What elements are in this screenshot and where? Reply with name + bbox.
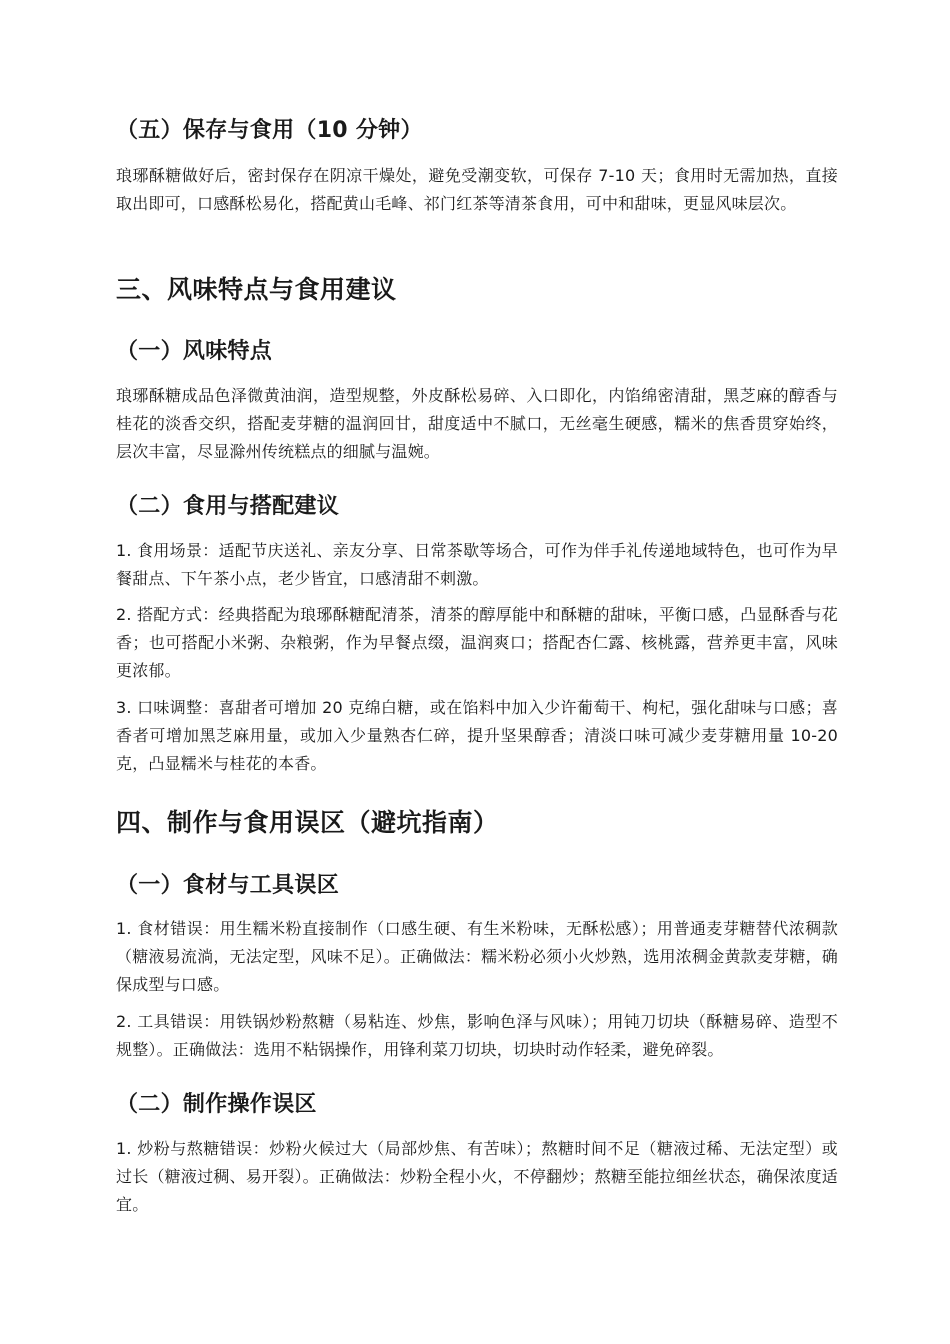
list-item-frying-boiling-errors: 1. 炒粉与熬糖错误：炒粉火候过大（局部炒焦、有苦味）；熬糖时间不足（糖液过稀、无法定型）或过长（糖液过稠、易开裂）。正确做法：炒粉全程小火，不停翻炒；熬糖至能拉细丝状态，确保浓度适宜。 <box>116 1139 838 1214</box>
section-heading-ingredient-pitfalls: （一）食材与工具误区 <box>116 873 340 898</box>
section-heading-eating-suggestions: （二）食用与搭配建议 <box>116 494 340 519</box>
chapter-heading-flavor: 三、风味特点与食用建议 <box>116 275 397 304</box>
paragraph-flavor-features: 琅琊酥糖成品色泽微黄油润，造型规整，外皮酥松易碎、入口即化，内馅绵密清甜，黑芝麻的醇香与桂花的淡香交织，搭配麦芽糖的温润回甘，甜度适中不腻口，无丝毫生硬感，糯米的焦香贯穿始终，层次丰富，尽显滁州传统糕点的细腻与温婉。 <box>116 386 838 461</box>
list-item-taste-adjust: 3. 口味调整：喜甜者可增加 20 克绵白糖，或在馅料中加入少许葡萄干、枸杞，强化甜味与口感；喜香者可增加黑芝麻用量，或加入少量熟杏仁碎，提升坚果醇香；清淡口味可减少麦芽糖用量 10-20 克，凸显糯米与桂花的本香。 <box>116 698 838 773</box>
list-item-tool-errors: 2. 工具错误：用铁锅炒粉熬糖（易粘连、炒焦，影响色泽与风味）；用钝刀切块（酥糖易碎、造型不规整）。正确做法：选用不粘锅操作，用锋利菜刀切块，切块时动作轻柔，避免碎裂。 <box>116 1012 838 1059</box>
section-heading-operation-pitfalls: （二）制作操作误区 <box>116 1092 317 1117</box>
chapter-heading-pitfalls: 四、制作与食用误区（避坑指南） <box>116 808 499 837</box>
list-item-pairing: 2. 搭配方式：经典搭配为琅琊酥糖配清茶，清茶的醇厚能中和酥糖的甜味，平衡口感，凸显酥香与花香；也可搭配小米粥、杂粮粥，作为早餐点缀，温润爽口；搭配杏仁露、核桃露，营养更丰富，风味更浓郁。 <box>116 605 838 680</box>
list-item-ingredient-errors: 1. 食材错误：用生糯米粉直接制作（口感生硬、有生米粉味，无酥松感）；用普通麦芽糖替代浓稠款（糖液易流淌，无法定型，风味不足）。正确做法：糯米粉必须小火炒熟，选用浓稠金黄款麦芽糖，确保成型与口感。 <box>116 919 838 994</box>
section-heading-storage: （五）保存与食用（10 分钟） <box>116 118 423 143</box>
list-item-eating-scenes: 1. 食用场景：适配节庆送礼、亲友分享、日常茶歇等场合，可作为伴手礼传递地域特色，也可作为早餐甜点、下午茶小点，老少皆宜，口感清甜不刺激。 <box>116 541 838 588</box>
paragraph-storage: 琅琊酥糖做好后，密封保存在阴凉干燥处，避免受潮变软，可保存 7-10 天；食用时无需加热，直接取出即可，口感酥松易化，搭配黄山毛峰、祁门红茶等清茶食用，可中和甜味，更显风味层次。 <box>116 166 838 213</box>
section-heading-flavor-features: （一）风味特点 <box>116 339 273 364</box>
